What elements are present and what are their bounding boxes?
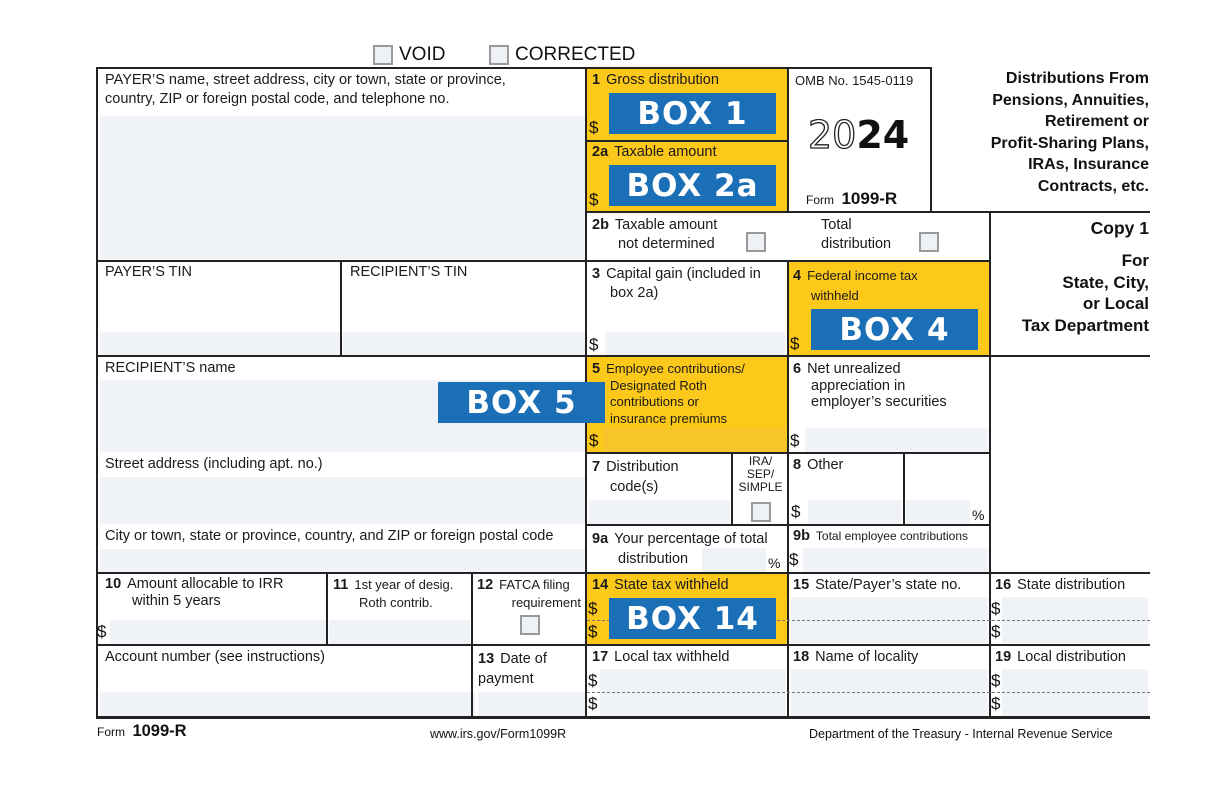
box2a-highlight-badge: BOX 2a [609,165,776,206]
box7-field[interactable] [589,500,730,524]
box11-label: 11 1st year of desig. Roth contrib. [333,577,454,610]
city-label: City or town, state or province, country, and ZIP or foreign postal code [105,528,554,544]
box13-field[interactable] [478,692,585,716]
divider-row17 [96,644,1150,646]
void-label: VOID [399,44,446,65]
box17-dollar-2: $ [588,694,598,713]
corrected-label: CORRECTED [515,44,636,65]
form-title: Distributions From Pensions, Annuities, Retirement or Profit-Sharing Plans, IRAs, Insurance Contracts, etc. [990,70,1149,195]
box19-dollar-1: $ [991,671,1001,690]
box4-label: 4 Federal income tax withheld [793,268,918,303]
divider-title-copy [990,211,1150,213]
box4-dollar: $ [790,334,800,353]
box14-dollar-1: $ [588,599,598,618]
divider-box8-pct [903,452,905,524]
box8-percent-field[interactable] [906,500,970,524]
divider-box1-box2a [587,140,787,142]
city-field[interactable] [100,549,585,572]
box2b-checkbox[interactable] [746,232,766,252]
box16-dollar-2: $ [991,622,1001,641]
box19-dollar-2: $ [991,694,1001,713]
footer-agency: Department of the Treasury - Internal Revenue Service [809,727,1113,741]
box9a-percent: % [768,555,781,571]
total-distribution-label: Total distribution [821,217,892,252]
box2a-label: 2a Taxable amount [592,144,717,160]
box14-dollar-2: $ [588,622,598,641]
box8-field[interactable] [808,500,901,524]
divider-omb-right [930,67,932,213]
payer-name-label: PAYER’S name, street address, city or town, state or province, country, ZIP or foreign postal code, and telephone no. [105,72,506,107]
box10-field[interactable] [110,620,326,644]
account-number-field[interactable] [100,692,475,716]
divider-row2b-ext [930,211,990,213]
omb-form-name: Form 1099-R [806,189,898,208]
ira-sep-simple-label: IRA/ SEP/ SIMPLE [738,454,783,494]
void-checkbox[interactable] [373,45,393,65]
box17-label: 17 Local tax withheld [592,649,730,665]
footer-form-name: Form 1099-R [97,722,187,740]
box8-dollar: $ [791,502,801,521]
divider-box3-box4 [787,260,789,573]
box16-label: 16 State distribution [995,577,1126,593]
divider-copy-col [989,211,991,573]
box6-field[interactable] [805,428,988,452]
box9a-label: 9a Your percentage of total distribution [592,531,768,567]
box3-dollar: $ [589,335,599,354]
box2a-dollar: $ [589,190,599,209]
box19-label: 19 Local distribution [995,649,1126,665]
divider-row2b [587,211,932,213]
form-top-border [96,67,932,69]
box17-dollar-1: $ [588,671,598,690]
tax-year: 2024 [808,113,910,157]
divider-tins [340,260,342,357]
ira-sep-simple-checkbox[interactable] [751,502,771,522]
divider-box10-box11 [326,572,328,645]
box12-fatca-checkbox[interactable] [520,615,540,635]
box5-label: 5 Employee contributions/ Designated Roth contributions or insurance premiums [592,361,745,426]
box12-label: 12 FATCA filing requirement [477,577,581,610]
box14-highlight-badge: BOX 14 [609,598,776,639]
payer-name-field[interactable] [100,116,585,259]
box10-label: 10 Amount allocable to IRR within 5 years [105,576,284,609]
recipient-tin-field[interactable] [343,332,585,356]
box5-highlight-badge: BOX 5 [438,382,605,423]
box9b-dollar: $ [789,550,799,569]
box9b-field[interactable] [803,548,988,572]
box2b-label: 2b Taxable amount not determined [592,217,718,252]
box16-dollar-1: $ [991,599,1001,618]
box1-highlight-badge: BOX 1 [609,93,776,134]
divider-row5 [96,355,1150,357]
box3-field[interactable] [605,332,785,356]
omb-number: OMB No. 1545-0119 [795,73,914,88]
box7-label: 7 Distribution code(s) [592,459,679,495]
recipient-tin-label: RECIPIENT’S TIN [350,264,468,280]
corrected-checkbox[interactable] [489,45,509,65]
account-number-label: Account number (see instructions) [105,649,326,665]
divider-row9 [587,524,990,526]
form-left-border [96,67,98,718]
box11-field[interactable] [329,620,470,644]
box1-label: 1 Gross distribution [592,72,719,88]
box18-label: 18 Name of locality [793,649,919,665]
copy-label: Copy 1 [1090,218,1149,238]
copy-recipient: For State, City, or Local Tax Department [1021,251,1149,335]
box6-label: 6 Net unrealized appreciation in employer’s securities [793,361,947,410]
divider-row7 [587,452,990,454]
box8-label: 8 Other [793,457,844,473]
footer-url[interactable]: www.irs.gov/Form1099R [430,727,567,741]
box4-highlight-badge: BOX 4 [811,309,978,350]
box15-label: 15 State/Payer’s state no. [793,577,962,593]
recipient-name-label: RECIPIENT’S name [105,360,236,376]
street-address-field[interactable] [100,477,585,524]
box9b-label: 9b Total employee contributions [793,528,969,544]
box8-percent: % [972,507,985,523]
box5-dollar: $ [589,431,599,450]
total-distribution-checkbox[interactable] [919,232,939,252]
street-address-label: Street address (including apt. no.) [105,456,323,472]
divider-omb [787,67,789,213]
box3-label: 3 Capital gain (included in box 2a) [592,266,761,301]
payer-tin-label: PAYER’S TIN [105,264,193,280]
box14-label: 14 State tax withheld [592,577,729,593]
payer-tin-field[interactable] [100,332,340,356]
divider-row10 [96,572,1150,574]
form-bottom-border [96,716,1150,719]
dashed-divider-row17 [587,692,1150,693]
box10-dollar: $ [97,622,107,641]
box13-label: 13 Date of payment [478,651,547,687]
box5-field[interactable] [603,428,786,452]
box1-dollar: $ [589,118,599,137]
box6-dollar: $ [790,431,800,450]
